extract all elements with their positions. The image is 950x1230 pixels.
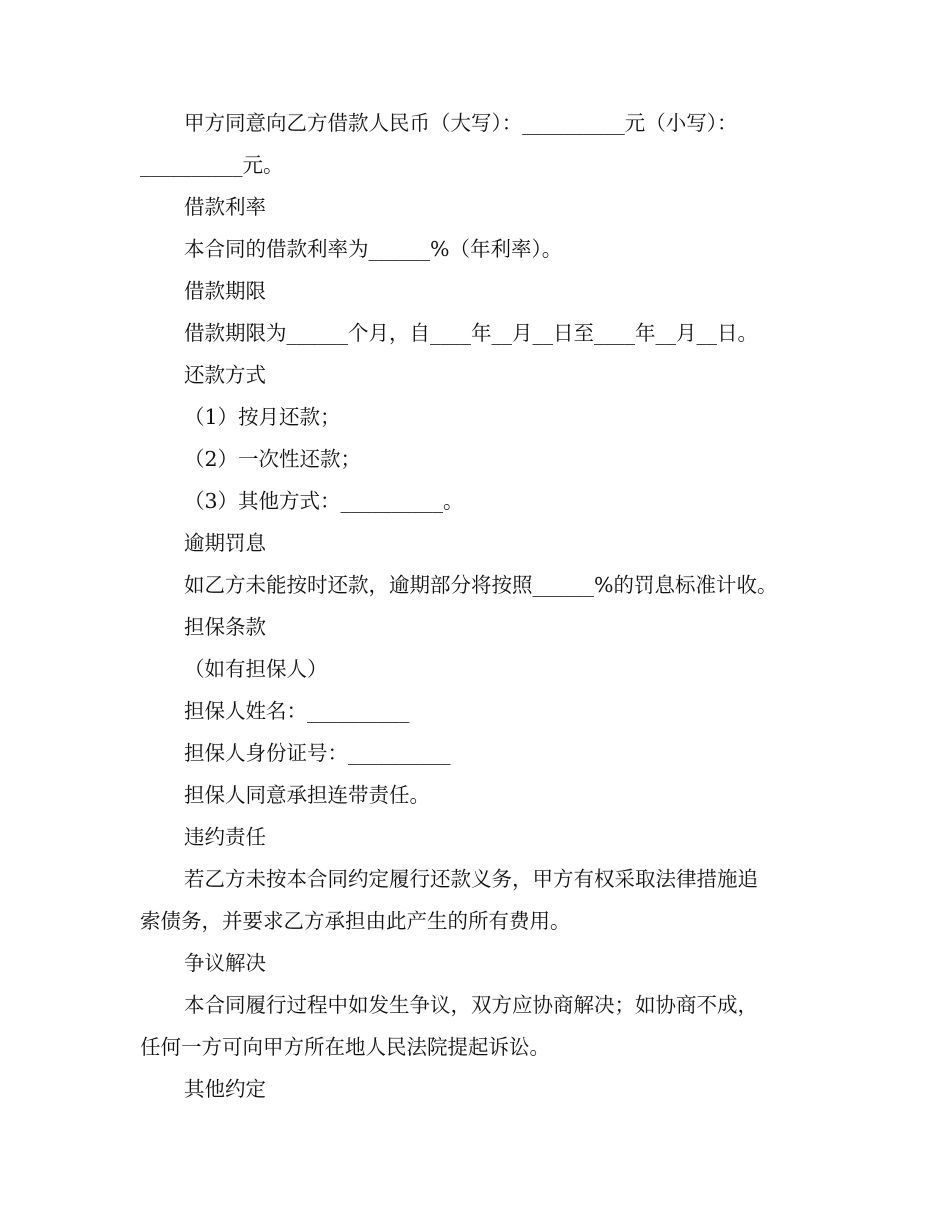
dispute-line-2: 任何一方可向甲方所在地人民法院提起诉讼。 [140,1035,550,1059]
repay-option-2: （2）一次性还款； [184,447,362,471]
term-text: 借款期限为______个月，自____年__月__日至____年__月__日。 [184,321,758,345]
guarantee-note: （如有担保人） [184,657,328,681]
breach-line-1: 若乙方未按本合同约定履行还款义务，甲方有权采取法律措施追 [184,867,758,891]
penalty-text: 如乙方未能按时还款，逾期部分将按照______%的罚息标准计收。 [184,573,778,597]
guarantor-liability: 担保人同意承担连带责任。 [184,783,430,807]
repay-heading: 还款方式 [184,363,266,387]
repay-option-1: （1）按月还款； [184,405,341,429]
amount-line-2: __________元。 [140,153,284,177]
guarantor-name: 担保人姓名：__________ [184,699,410,723]
breach-heading: 违约责任 [184,825,266,849]
repay-option-3: （3）其他方式：__________。 [184,489,464,513]
penalty-heading: 逾期罚息 [184,531,266,555]
breach-line-2: 索债务，并要求乙方承担由此产生的所有费用。 [140,909,571,933]
rate-text: 本合同的借款利率为______%（年利率）。 [184,237,563,261]
rate-heading: 借款利率 [184,195,266,219]
term-heading: 借款期限 [184,279,266,303]
amount-line-1: 甲方同意向乙方借款人民币（大写）：__________元（小写）： [184,111,738,135]
other-heading: 其他约定 [184,1077,266,1101]
guarantor-id: 担保人身份证号：__________ [184,741,451,765]
guarantee-heading: 担保条款 [184,615,266,639]
dispute-line-1: 本合同履行过程中如发生争议，双方应协商解决；如协商不成， [184,993,758,1017]
dispute-heading: 争议解决 [184,951,266,975]
contract-page [140,102,800,1110]
